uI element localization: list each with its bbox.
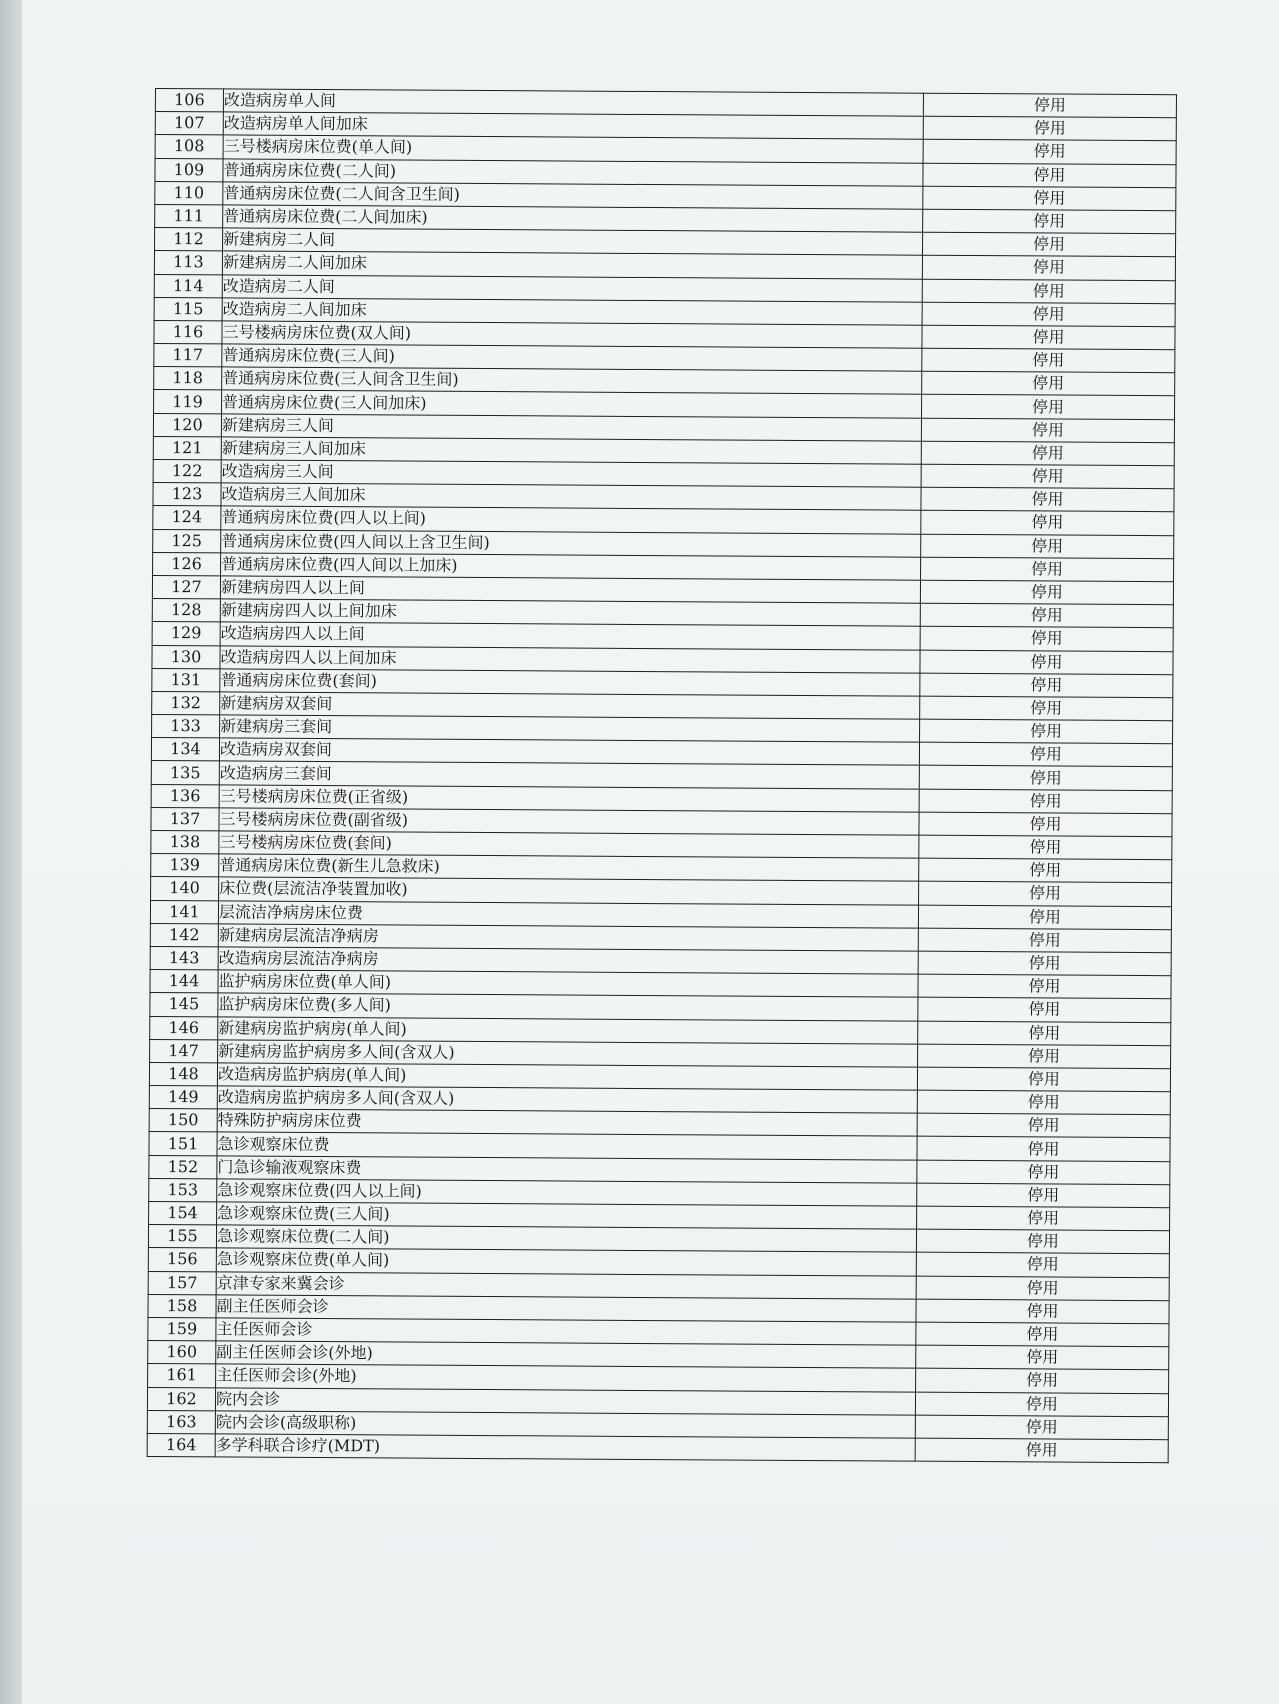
row-number-cell: 106 <box>155 89 223 113</box>
row-number-cell: 156 <box>148 1248 216 1272</box>
status-cell: 停用 <box>919 835 1172 860</box>
status-cell: 停用 <box>922 302 1175 327</box>
row-number-cell: 159 <box>148 1317 216 1341</box>
status-cell: 停用 <box>916 1368 1169 1393</box>
row-number-cell: 124 <box>153 506 221 530</box>
item-name-cell: 改造病房三人间加床 <box>221 483 921 510</box>
table-body <box>147 89 1176 1463</box>
row-number-cell: 155 <box>148 1225 216 1249</box>
row-number-cell: 108 <box>155 135 223 159</box>
status-cell: 停用 <box>922 232 1175 257</box>
status-cell: 停用 <box>916 1345 1169 1370</box>
status-cell: 停用 <box>922 371 1175 396</box>
row-number-cell: 154 <box>149 1201 217 1225</box>
row-number-cell: 126 <box>153 552 221 576</box>
item-name-cell: 副主任医师会诊 <box>216 1295 916 1322</box>
status-cell: 停用 <box>921 534 1174 559</box>
row-number-cell: 132 <box>152 691 220 715</box>
status-cell: 停用 <box>923 186 1176 211</box>
status-cell: 停用 <box>919 812 1172 837</box>
item-name-cell: 监护病房床位费(单人间) <box>218 970 918 997</box>
row-number-cell: 111 <box>155 204 223 228</box>
row-number-cell: 119 <box>154 390 222 414</box>
row-number-cell: 150 <box>149 1109 217 1133</box>
item-name-cell: 改造病房监护病房多人间(含双人) <box>217 1086 917 1113</box>
status-cell: 停用 <box>918 997 1171 1022</box>
item-name-cell: 改造病房单人间 <box>223 89 923 116</box>
item-name-cell: 新建病房双套间 <box>220 692 920 719</box>
fee-items-table <box>147 88 1177 1463</box>
item-name-cell: 改造病房监护病房(单人间) <box>217 1063 917 1090</box>
row-number-cell: 114 <box>154 274 222 298</box>
item-name-cell: 普通病房床位费(二人间含卫生间) <box>223 182 923 209</box>
status-cell: 停用 <box>916 1322 1169 1347</box>
row-number-cell: 130 <box>152 645 220 669</box>
row-number-cell: 110 <box>155 181 223 205</box>
status-cell: 停用 <box>921 557 1174 582</box>
item-name-cell: 急诊观察床位费 <box>217 1132 917 1159</box>
item-name-cell: 改造病房四人以上间 <box>220 622 920 649</box>
item-name-cell: 改造病房层流洁净病房 <box>218 947 918 974</box>
status-cell: 停用 <box>916 1253 1169 1278</box>
row-number-cell: 109 <box>155 158 223 182</box>
item-name-cell: 新建病房三人间 <box>221 414 921 441</box>
row-number-cell: 164 <box>147 1433 215 1457</box>
item-name-cell: 特殊防护病房床位费 <box>217 1109 917 1136</box>
row-number-cell: 161 <box>148 1364 216 1388</box>
status-cell: 停用 <box>922 325 1175 350</box>
status-cell: 停用 <box>917 1183 1170 1208</box>
row-number-cell: 128 <box>152 599 220 623</box>
row-number-cell: 107 <box>155 112 223 136</box>
row-number-cell: 131 <box>152 668 220 692</box>
status-cell: 停用 <box>916 1299 1169 1324</box>
status-cell: 停用 <box>921 511 1174 536</box>
row-number-cell: 115 <box>154 297 222 321</box>
row-number-cell: 163 <box>147 1410 215 1434</box>
item-name-cell: 三号楼病房床位费(套间) <box>219 831 919 858</box>
item-name-cell: 改造病房双套间 <box>219 738 919 765</box>
page-edge-shadow <box>0 0 22 1704</box>
status-cell: 停用 <box>917 1160 1170 1185</box>
item-name-cell: 普通病房床位费(套间) <box>220 669 920 696</box>
item-name-cell: 三号楼病房床位费(正省级) <box>219 785 919 812</box>
row-number-cell: 160 <box>148 1341 216 1365</box>
item-name-cell: 床位费(层流洁净装置加收) <box>219 877 919 904</box>
row-number-cell: 146 <box>150 1016 218 1040</box>
item-name-cell: 急诊观察床位费(三人间) <box>217 1202 917 1229</box>
item-name-cell: 新建病房监护病房多人间(含双人) <box>218 1040 918 1067</box>
item-name-cell: 普通病房床位费(三人间含卫生间) <box>222 367 922 394</box>
item-name-cell: 急诊观察床位费(二人间) <box>216 1225 916 1252</box>
item-name-cell: 急诊观察床位费(单人间) <box>216 1248 916 1275</box>
status-cell: 停用 <box>920 650 1173 675</box>
status-cell: 停用 <box>923 93 1176 118</box>
row-number-cell: 145 <box>150 993 218 1017</box>
row-number-cell: 142 <box>150 923 218 947</box>
status-cell: 停用 <box>922 256 1175 281</box>
status-cell: 停用 <box>921 487 1174 512</box>
row-number-cell: 116 <box>154 320 222 344</box>
row-number-cell: 113 <box>154 251 222 275</box>
row-number-cell: 136 <box>151 784 219 808</box>
status-cell: 停用 <box>923 209 1176 234</box>
status-cell: 停用 <box>923 116 1176 141</box>
item-name-cell: 改造病房二人间加床 <box>222 298 922 325</box>
item-name-cell: 普通病房床位费(新生儿急救床) <box>219 854 919 881</box>
status-cell: 停用 <box>923 163 1176 188</box>
status-cell: 停用 <box>920 603 1173 628</box>
row-number-cell: 120 <box>153 413 221 437</box>
row-number-cell: 144 <box>150 970 218 994</box>
status-cell: 停用 <box>921 418 1174 443</box>
status-cell: 停用 <box>922 279 1175 304</box>
status-cell: 停用 <box>920 580 1173 605</box>
item-name-cell: 普通病房床位费(二人间加床) <box>223 205 923 232</box>
item-name-cell: 京津专家来冀会诊 <box>216 1271 916 1298</box>
status-cell: 停用 <box>921 441 1174 466</box>
status-cell: 停用 <box>920 673 1173 698</box>
row-number-cell: 123 <box>153 483 221 507</box>
item-name-cell: 新建病房层流洁净病房 <box>218 924 918 951</box>
row-number-cell: 121 <box>153 436 221 460</box>
status-cell: 停用 <box>917 1067 1170 1092</box>
item-name-cell: 普通病房床位费(四人间以上加床) <box>221 553 921 580</box>
item-name-cell: 改造病房二人间 <box>222 274 922 301</box>
row-number-cell: 129 <box>152 622 220 646</box>
row-number-cell: 148 <box>149 1062 217 1086</box>
status-cell: 停用 <box>915 1438 1168 1463</box>
item-name-cell: 三号楼病房床位费(副省级) <box>219 808 919 835</box>
row-number-cell: 133 <box>152 715 220 739</box>
row-number-cell: 157 <box>148 1271 216 1295</box>
status-cell: 停用 <box>923 140 1176 165</box>
row-number-cell: 137 <box>151 807 219 831</box>
row-number-cell: 112 <box>155 228 223 252</box>
status-cell: 停用 <box>919 766 1172 791</box>
item-name-cell: 门急诊输液观察床费 <box>217 1156 917 1183</box>
row-number-cell: 143 <box>150 946 218 970</box>
row-number-cell: 135 <box>151 761 219 785</box>
status-cell: 停用 <box>917 1137 1170 1162</box>
item-name-cell: 新建病房二人间加床 <box>222 251 922 278</box>
status-cell: 停用 <box>918 928 1171 953</box>
row-number-cell: 134 <box>151 738 219 762</box>
row-number-cell: 118 <box>154 367 222 391</box>
row-number-cell: 127 <box>152 575 220 599</box>
row-number-cell: 149 <box>149 1086 217 1110</box>
item-name-cell: 改造病房单人间加床 <box>223 112 923 139</box>
status-cell: 停用 <box>915 1415 1168 1440</box>
row-number-cell: 138 <box>151 830 219 854</box>
status-cell: 停用 <box>921 395 1174 420</box>
status-cell: 停用 <box>919 789 1172 814</box>
item-name-cell: 改造病房四人以上间加床 <box>220 645 920 672</box>
item-name-cell: 新建病房三人间加床 <box>221 437 921 464</box>
row-number-cell: 162 <box>147 1387 215 1411</box>
item-name-cell: 新建病房四人以上间加床 <box>220 599 920 626</box>
row-number-cell: 125 <box>153 529 221 553</box>
status-cell: 停用 <box>916 1229 1169 1254</box>
row-number-cell: 140 <box>151 877 219 901</box>
row-number-cell: 117 <box>154 344 222 368</box>
status-cell: 停用 <box>918 951 1171 976</box>
status-cell: 停用 <box>922 348 1175 373</box>
status-cell: 停用 <box>918 974 1171 999</box>
item-name-cell: 新建病房三套间 <box>220 715 920 742</box>
status-cell: 停用 <box>917 1090 1170 1115</box>
row-number-cell: 147 <box>150 1039 218 1063</box>
item-name-cell: 普通病房床位费(四人以上间) <box>221 506 921 533</box>
status-cell: 停用 <box>920 626 1173 651</box>
row-number-cell: 151 <box>149 1132 217 1156</box>
status-cell: 停用 <box>920 719 1173 744</box>
status-cell: 停用 <box>919 742 1172 767</box>
item-name-cell: 监护病房床位费(多人间) <box>218 993 918 1020</box>
item-name-cell: 普通病房床位费(三人间加床) <box>222 390 922 417</box>
item-name-cell: 改造病房三人间 <box>221 460 921 487</box>
status-cell: 停用 <box>917 1206 1170 1231</box>
item-name-cell: 主任医师会诊 <box>216 1318 916 1345</box>
status-cell: 停用 <box>921 464 1174 489</box>
status-cell: 停用 <box>919 882 1172 907</box>
status-cell: 停用 <box>918 1021 1171 1046</box>
item-name-cell: 主任医师会诊(外地) <box>216 1364 916 1391</box>
item-name-cell: 多学科联合诊疗(MDT) <box>215 1434 915 1461</box>
item-name-cell: 新建病房二人间 <box>223 228 923 255</box>
item-name-cell: 普通病房床位费(四人间以上含卫生间) <box>221 529 921 556</box>
status-cell: 停用 <box>917 1113 1170 1138</box>
row-number-cell: 152 <box>149 1155 217 1179</box>
row-number-cell: 122 <box>153 459 221 483</box>
status-cell: 停用 <box>920 696 1173 721</box>
item-name-cell: 院内会诊(高级职称) <box>215 1411 915 1438</box>
item-name-cell: 副主任医师会诊(外地) <box>216 1341 916 1368</box>
item-name-cell: 新建病房四人以上间 <box>220 576 920 603</box>
status-cell: 停用 <box>915 1392 1168 1417</box>
row-number-cell: 153 <box>149 1178 217 1202</box>
status-cell: 停用 <box>919 858 1172 883</box>
item-name-cell: 急诊观察床位费(四人以上间) <box>217 1179 917 1206</box>
item-name-cell: 层流洁净病房床位费 <box>218 900 918 927</box>
row-number-cell: 158 <box>148 1294 216 1318</box>
status-cell: 停用 <box>916 1276 1169 1301</box>
row-number-cell: 139 <box>151 854 219 878</box>
item-name-cell: 新建病房监护病房(单人间) <box>218 1016 918 1043</box>
row-number-cell: 141 <box>150 900 218 924</box>
item-name-cell: 三号楼病房床位费(双人间) <box>222 321 922 348</box>
item-name-cell: 普通病房床位费(三人间) <box>222 344 922 371</box>
status-cell: 停用 <box>918 905 1171 930</box>
item-name-cell: 改造病房三套间 <box>219 761 919 788</box>
item-name-cell: 三号楼病房床位费(单人间) <box>223 135 923 162</box>
item-name-cell: 院内会诊 <box>215 1387 915 1414</box>
status-cell: 停用 <box>918 1044 1171 1069</box>
item-name-cell: 普通病房床位费(二人间) <box>223 158 923 185</box>
